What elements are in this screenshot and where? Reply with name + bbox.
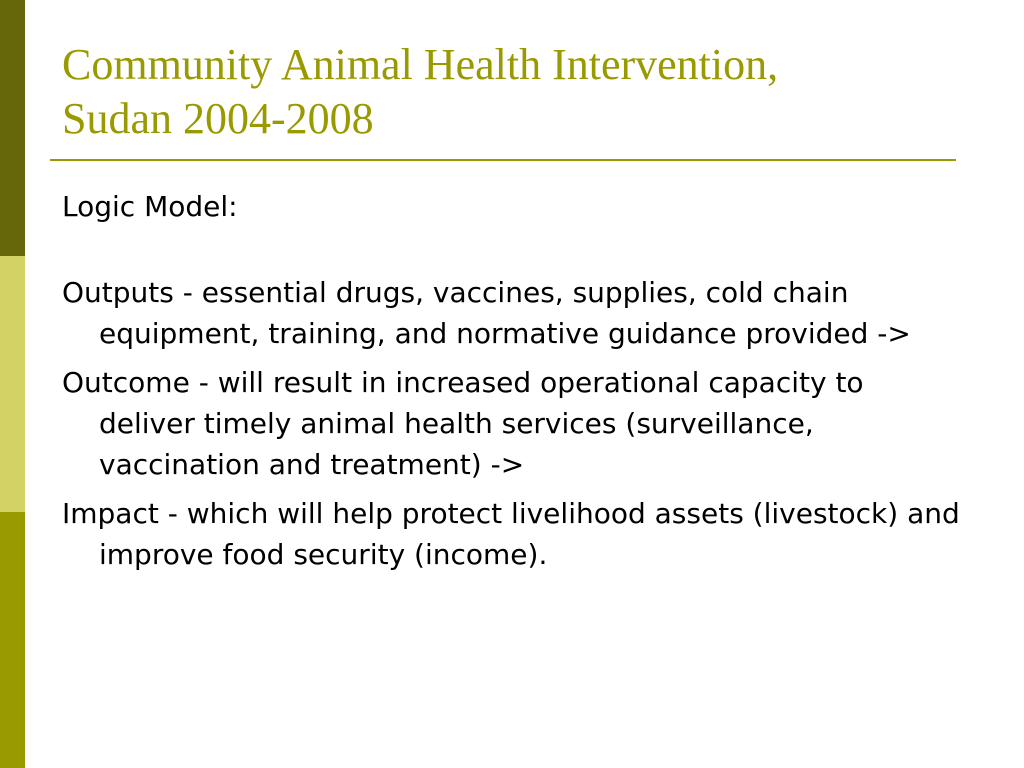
outcome-item: Outcome - will result in increased operational capacity to deliver timely animal health services (surveillance, vaccination and treatment) -> [62,366,864,481]
logic-model-label: Logic Model: [62,190,238,223]
slide-body [62,186,962,583]
slide-title-line-2: Sudan 2004-2008 [62,94,374,143]
slide-title-line-1: Community Animal Health Intervention, [62,40,779,89]
title-divider [50,159,956,161]
side-bar-segment-top [0,0,25,256]
decorative-side-bar [0,0,25,768]
impact-item: Impact - which will help protect livelihood assets (livestock) and improve food security (income). [62,497,960,571]
side-bar-segment-middle [0,256,25,512]
side-bar-segment-bottom [0,512,25,768]
outputs-item: Outputs - essential drugs, vaccines, supplies, cold chain equipment, training, and normative guidance provided -> [62,276,911,350]
slide-title [62,38,962,146]
